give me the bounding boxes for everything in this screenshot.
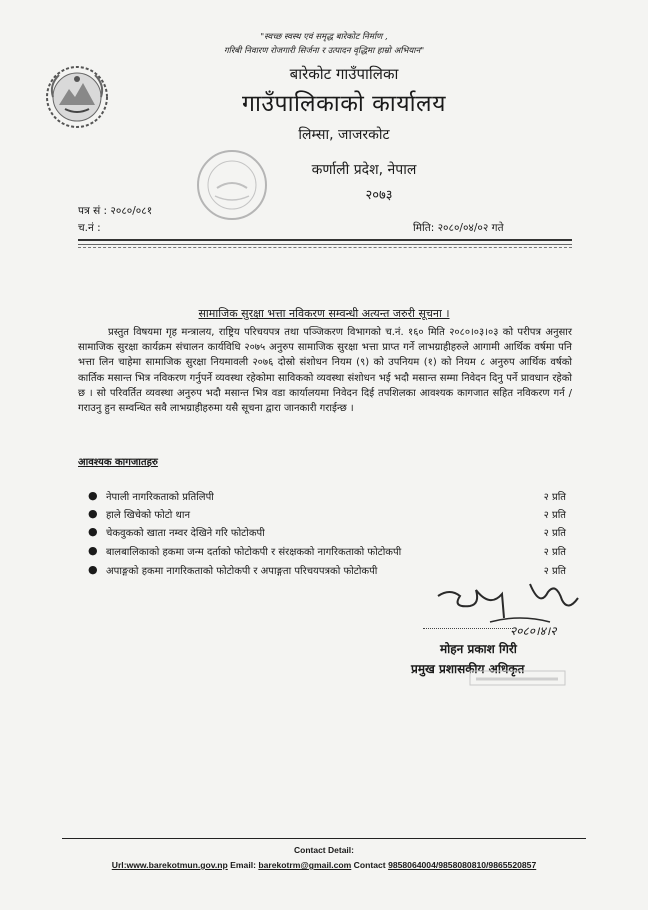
- document-name: चेकवुकको खाता नम्वर देखिने गरि फोटोकपी: [106, 528, 265, 539]
- bullet-icon: ●: [88, 563, 98, 576]
- document-name: अपाङ्गको हकमा नागरिकताको फोटोकपी र अपाङ्गता परिचयपत्रको फोटोकपी: [106, 566, 378, 577]
- email-label: Email:: [230, 860, 256, 870]
- bullet-icon: ●: [88, 489, 98, 502]
- dispatch-number: च.नं :: [78, 222, 101, 234]
- document-name: नेपाली नागरिकताको प्रतिलिपी: [106, 492, 214, 503]
- established-year: २०७३: [365, 188, 393, 203]
- list-item: [88, 544, 566, 562]
- bullet-icon: ●: [88, 544, 98, 557]
- officer-stamp-icon: [440, 667, 570, 689]
- list-item: [88, 507, 566, 525]
- website-link[interactable]: Url:www.barekotmun.gov.np: [111, 860, 228, 870]
- signature-date: २०८०।४।२: [510, 624, 557, 638]
- notice-body: प्रस्तुत विषयमा गृह मन्त्रालय, राष्ट्रिय परिचयपत्र तथा पञ्जिकरण विभागको च.नं. १६० मिति २०८०।०३।०३ को परीपत्र अनुसार सामाजिक सुरक्षा कार्यक्रम संचालन कार्यविधि २०७५ अनुरुप सामाजिक सुरक्षा भत्ता प्राप्त गर्ने लाभग्राहीहरुले आगामी आर्थिक वर्षमा पनि भत्ता लिन चाहेमा सामाजिक सुरक्षा नियमावली २०७६ दोस्रो संशोधन नियम (९) को उपनियम (१) को नियम ८ अनुरुप आर्थिक वर्षको कार्तिक मसान्त भित्र नविकरण गर्नुपर्ने व्यवस्था रहेकोमा साविकको व्यवस्था संशोधन भई भदौ मसान्त सम्मा निवेदन दिनु पर्ने प्रावधान रहेको छ । सो परिवर्तित व्यवस्था अनुरुप भदौ मसान्त भित्र वडा कार्यालयमा निवेदन दिई तपशिलका आवश्यक कागजात सहित नविकरण गर्न / गराउनु हुन सम्वन्धित सवै लाभग्राहीहरुमा यसै सूचना द्वारा जानकारी गराईन्छ ।: [78, 327, 572, 415]
- footer-divider: [62, 838, 586, 839]
- letter-date: मिति: २०८०/०४/०२ गते: [413, 222, 504, 234]
- list-item: [88, 525, 566, 543]
- document-count: २ प्रति: [543, 528, 566, 539]
- notice-subject: [0, 306, 648, 321]
- document-name: हाले खिचेको फोटो थान: [106, 510, 191, 521]
- document-count: २ प्रति: [543, 510, 566, 521]
- letter-number: पत्र सं : २०८०/०८१: [78, 205, 153, 217]
- officer-title: प्रमुख प्रशासकीय अधिकृत: [411, 662, 525, 676]
- required-documents-heading: आवश्यक कागजातहरु: [78, 457, 158, 468]
- header-divider: [78, 239, 572, 241]
- phone-numbers: 9858064004/9858080810/9865520857: [388, 860, 537, 870]
- officer-name: मोहन प्रकाश गिरी: [440, 642, 517, 656]
- signature-line: [423, 628, 513, 629]
- header-divider: [78, 247, 572, 248]
- document-count: २ प्रति: [543, 492, 566, 503]
- province-line: कर्णाली प्रदेश, नेपाल: [311, 162, 417, 178]
- bullet-icon: ●: [88, 507, 98, 520]
- document-count: २ प्रति: [543, 566, 566, 577]
- municipality-name: बारेकोट गाउँपालिका: [289, 65, 399, 83]
- motto-line-2: गरिबी निवारण रोजगारी सिर्जना र उत्पादन वृद्धिमा हाम्रो अभियान": [223, 46, 425, 56]
- document-name: बालबालिकाको हकमा जन्म दर्ताको फोटोकपी र संरक्षकको नागरिकताको फोटोकपी: [106, 547, 402, 558]
- motto-line-1: "स्वच्छ स्वस्थ एवं समृद्ध बारेकोट निर्माण ,: [260, 32, 388, 42]
- document-count: २ प्रति: [543, 547, 566, 558]
- email-link[interactable]: barekotrm@gmail.com: [258, 860, 352, 870]
- subject-text: सामाजिक सुरक्षा भत्ता नविकरण सम्वन्धी अत्यन्त जरुरी सूचना ।: [198, 307, 450, 320]
- contact-title: Contact Detail:: [294, 845, 354, 855]
- contact-line: [0, 860, 648, 870]
- bullet-icon: ●: [88, 525, 98, 538]
- contact-label: Contact: [353, 860, 386, 870]
- header-divider: [78, 244, 572, 245]
- office-title: गाउँपालिकाको कार्यालय: [242, 91, 446, 117]
- list-item: [88, 489, 566, 507]
- office-address: लिम्सा, जाजरकोट: [298, 127, 390, 143]
